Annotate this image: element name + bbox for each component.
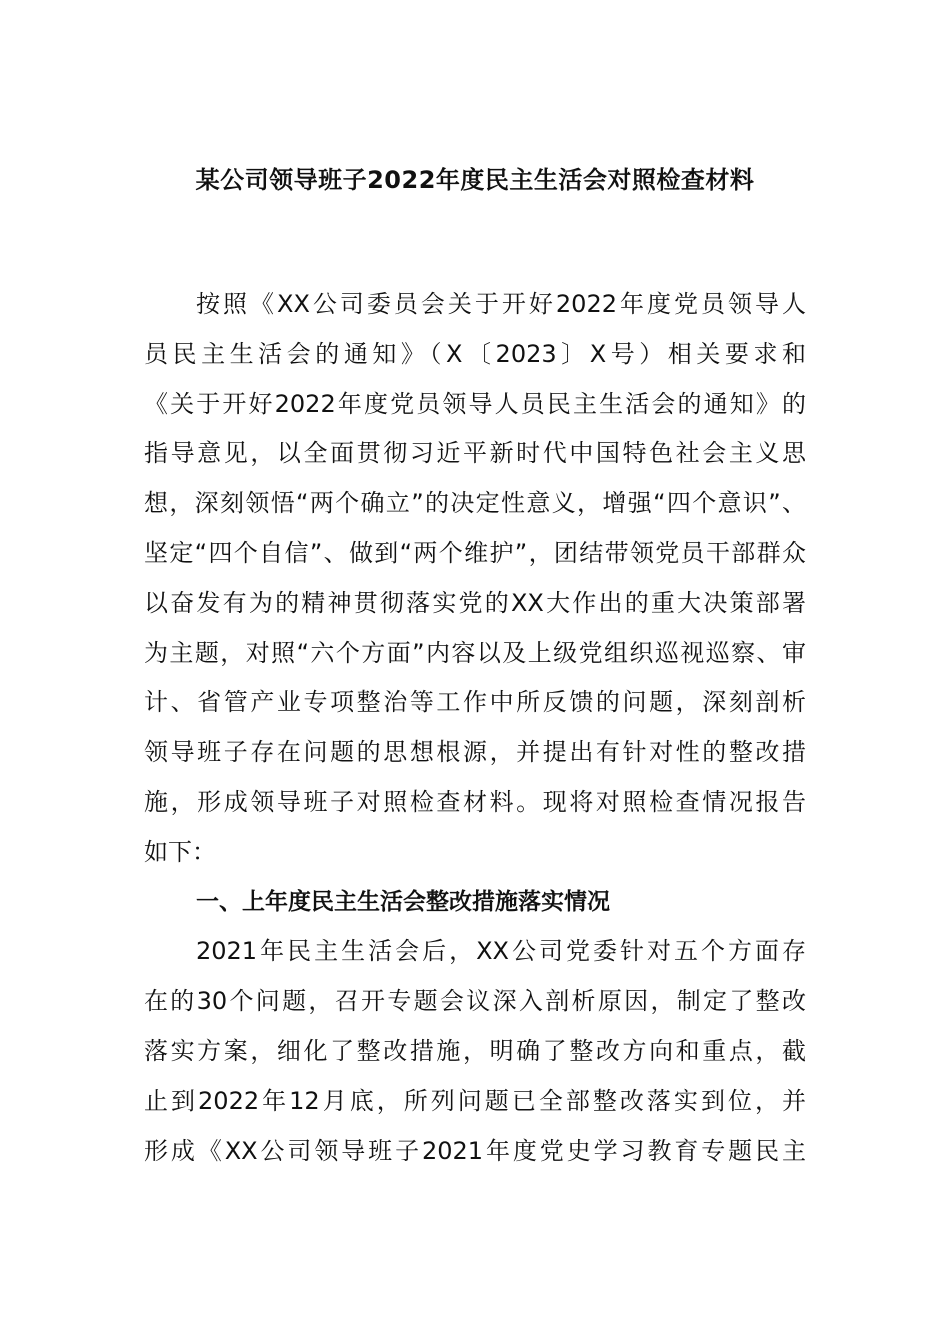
text-line: 指导意见，以全面贯彻习近平新时代中国特色社会主义思 xyxy=(144,439,806,468)
text-line: 形成《XX公司领导班子2021年度党史学习教育专题民主 xyxy=(144,1136,806,1165)
document-body xyxy=(144,280,806,1176)
document-title: 某公司领导班子2022年度民主生活会对照检查材料 xyxy=(195,166,755,194)
text-line: 如下： xyxy=(144,837,216,866)
text-line: 以奋发有为的精神贯彻落实党的XX大作出的重大决策部署 xyxy=(144,588,806,617)
section-heading: 一、上年度民主生活会整改措施落实情况 xyxy=(196,888,610,915)
text-line: 计、省管产业专项整治等工作中所反馈的问题，深刻剖析 xyxy=(144,688,806,717)
text-line: 止到2022年12月底，所列问题已全部整改落实到位，并 xyxy=(144,1086,806,1115)
text-line: 为主题，对照“六个方面”内容以及上级党组织巡视巡察、审 xyxy=(144,638,806,667)
text-line: 2021年民主生活会后，XX公司党委针对五个方面存 xyxy=(196,937,806,966)
paragraph-2 xyxy=(144,927,806,1176)
text-line: 落实方案，细化了整改措施，明确了整改方向和重点，截 xyxy=(144,1036,806,1065)
text-line: 坚定“四个自信”、做到“两个维护”，团结带领党员干部群众 xyxy=(144,538,806,567)
paragraph-1 xyxy=(144,280,806,878)
text-line: 想，深刻领悟“两个确立”的决定性意义，增强“四个意识”、 xyxy=(144,489,806,518)
text-line: 施，形成领导班子对照检查材料。现将对照检查情况报告 xyxy=(144,787,806,816)
text-line: 领导班子存在问题的思想根源，并提出有针对性的整改措 xyxy=(144,738,806,767)
text-line: 员民主生活会的通知》（X〔2023〕X号）相关要求和 xyxy=(144,339,806,368)
text-line: 在的30个问题，召开专题会议深入剖析原因，制定了整改 xyxy=(144,987,806,1016)
text-line: 《关于开好2022年度党员领导人员民主生活会的通知》的 xyxy=(144,389,806,418)
text-line: 按照《XX公司委员会关于开好2022年度党员领导人 xyxy=(196,290,806,318)
